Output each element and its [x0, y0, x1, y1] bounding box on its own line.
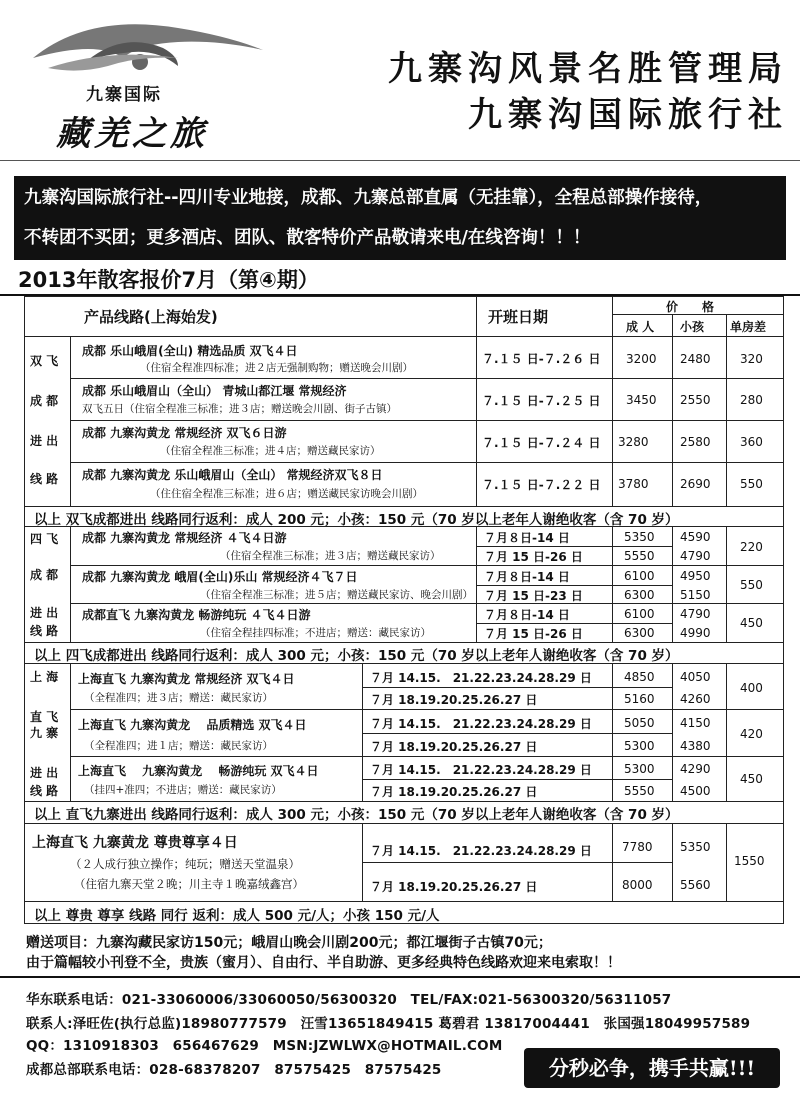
- divider: [24, 506, 784, 507]
- footer-contacts: 联系人:泽旺佐(执行总监)18980777579 汪雪13651849415 葛碧君 13817004441 张国强18049957589: [26, 1016, 751, 1032]
- adult-price: 6300: [624, 626, 655, 640]
- child-price: 5560: [680, 878, 711, 892]
- route-title: 成都 乐山峨眉山（全山） 青城山都江堰 常规经济: [82, 384, 347, 398]
- child-price: 4380: [680, 739, 711, 753]
- divider: [612, 336, 613, 506]
- adult-price: 5550: [624, 549, 655, 563]
- single-supplement: 220: [740, 540, 763, 554]
- section-label: 进 出: [30, 766, 59, 780]
- adult-price: 4850: [624, 670, 655, 684]
- tour-date: ７月 14.15. 21.22.23.24.28.29 日: [370, 671, 592, 685]
- child-price: 4790: [680, 549, 711, 563]
- divider: [612, 296, 613, 336]
- route-detail: （全程准四；进１店；赠送：藏民家访）: [84, 740, 273, 752]
- single-supplement: 550: [740, 477, 763, 491]
- rebate-note: 以上 双飞成都进出 线路同行返利：成人 200 元；小孩：150 元（70 岁以上老年人谢绝收客（含 70 岁）: [34, 512, 679, 528]
- tour-date: ７月 14.15. 21.22.23.24.28.29 日: [370, 763, 592, 777]
- divider: [476, 546, 672, 547]
- divider: [612, 663, 613, 801]
- tour-date: ７月 18.19.20.25.26.27 日: [370, 785, 538, 799]
- divider: [24, 823, 784, 824]
- divider: [726, 314, 727, 336]
- single-supplement: 360: [740, 435, 763, 449]
- divider: [24, 663, 784, 664]
- slogan: 分秒必争，携手共赢!!!: [524, 1048, 780, 1088]
- more-line: 由于篇幅较小刊登不全，贵族（蜜月）、自由行、半自助游、更多经典特色线路欢迎来电索取！！: [26, 955, 621, 971]
- divider: [672, 336, 673, 506]
- route-title: 成都直飞 九寨沟黄龙 畅游纯玩 ４飞４日游: [82, 608, 311, 622]
- footer-hq: 成都总部联系电话：028-68378207 87575425 87575425: [26, 1062, 442, 1078]
- child-price: 5150: [680, 588, 711, 602]
- child-price: 2690: [680, 477, 711, 491]
- adult-price: 3280: [618, 435, 649, 449]
- route-detail: （住住宿全程准三标准；进６店；赠送藏民家访晚会川剧）: [150, 488, 423, 500]
- section-label: 线 路: [30, 472, 59, 486]
- single-supplement: 450: [740, 616, 763, 630]
- single-supplement: 400: [740, 681, 763, 695]
- col-price: 价 格: [666, 300, 715, 314]
- route-title: 成都 九寨沟黄龙 常规经济 双飞６日游: [82, 426, 287, 440]
- adult-price: 6300: [624, 588, 655, 602]
- tour-date: ７月 15 日-26 日: [484, 627, 583, 641]
- divider: [362, 862, 672, 863]
- divider: [0, 976, 800, 978]
- route-detail: （住宿全程准三标准；进３店；赠送藏民家访）: [220, 550, 441, 562]
- divider: [362, 733, 672, 734]
- banner-line-1: 九寨沟国际旅行社--四川专业地接，成都、九寨总部直属（无挂靠），全程总部操作接待，: [24, 188, 713, 208]
- child-price: 4790: [680, 607, 711, 621]
- child-price: 4500: [680, 784, 711, 798]
- tour-date: ７月 18.19.20.25.26.27 日: [370, 880, 538, 894]
- adult-price: 7780: [622, 840, 653, 854]
- section-label: 九 寨: [30, 726, 59, 740]
- tour-date: ７月８日-14 日: [484, 608, 570, 622]
- banner-line-2: 不转团不买团；更多酒店、团队、散客特价产品敬请来电/在线咨询！！！: [24, 228, 591, 248]
- tour-date: ７月 15 日-26 日: [484, 550, 583, 564]
- child-price: 5350: [680, 840, 711, 854]
- tour-date: ７.１５ 日-７.２２ 日: [482, 478, 601, 492]
- route-detail: （全程准四；进３店；赠送：藏民家访）: [84, 692, 273, 704]
- brand-big: 藏羌之旅: [56, 114, 208, 154]
- adult-price: 5160: [624, 692, 655, 706]
- tour-date: ７月 18.19.20.25.26.27 日: [370, 693, 538, 707]
- tour-date: ７.１５ 日-７.２４ 日: [482, 436, 601, 450]
- rebate-note: 以上 四飞成都进出 线路同行返利：成人 300 元；小孩：150 元（70 岁以上老年人谢绝收客（含 70 岁）: [34, 648, 679, 664]
- section-label: 双 飞: [30, 354, 59, 368]
- issue-title: 2013年散客报价7月（第④期）: [18, 268, 319, 292]
- divider: [70, 603, 784, 604]
- col-single: 单房差: [730, 320, 767, 334]
- tour-date: ７.１５ 日-７.２５ 日: [482, 394, 601, 408]
- child-price: 2580: [680, 435, 711, 449]
- divider: [70, 336, 71, 506]
- route-title: 成都 九寨沟黄龙 常规经济 ４飞４日游: [82, 531, 287, 545]
- divider: [476, 623, 672, 624]
- route-title: 上海直飞 九寨黄龙 尊贵尊享４日: [32, 835, 238, 851]
- gifts-line: 赠送项目：九寨沟藏民家访150元；峨眉山晚会川剧200元；都江堰街子古镇70元；: [26, 935, 552, 951]
- adult-price: 5300: [624, 762, 655, 776]
- route-detail: 双飞五日（住宿全程准三标准；进３店；赠送晚会川剧、街子古镇）: [82, 403, 397, 415]
- footer-phone: 华东联系电话：021-33060006/33060050/56300320 TEL/FAX:021-56300320/56311057: [26, 992, 672, 1008]
- divider: [476, 296, 477, 336]
- rebate-note: 以上 尊贵 尊享 线路 同行 返利：成人 500 元/人；小孩 150 元/人: [34, 908, 440, 924]
- divider: [726, 526, 727, 642]
- divider: [476, 336, 477, 506]
- promo-banner: [14, 176, 786, 260]
- route-title: 上海直飞 九寨沟黄龙 畅游纯玩 双飞４日: [78, 764, 319, 778]
- divider: [70, 420, 784, 421]
- adult-price: 5350: [624, 530, 655, 544]
- divider: [70, 756, 784, 757]
- col-route: 产品线路(上海始发): [84, 308, 218, 326]
- tour-date: ７月 15 日-23 日: [484, 589, 583, 603]
- single-supplement: 420: [740, 727, 763, 741]
- divider: [70, 378, 784, 379]
- child-price: 2550: [680, 393, 711, 407]
- route-detail: （挂四+准四；不进店；赠送：藏民家访）: [84, 784, 282, 796]
- route-title: 成都 九寨沟黄龙 乐山峨眉山（全山） 常规经济双飞８日: [82, 468, 383, 482]
- route-title: 成都 乐山峨眉(全山) 精选品质 双飞４日: [82, 344, 298, 358]
- brand-small: 九寨国际: [86, 85, 162, 105]
- divider: [476, 585, 672, 586]
- child-price: 4950: [680, 569, 711, 583]
- route-detail: （住宿全程准四标准；进２店无强制购物；赠送晚会川剧）: [140, 362, 413, 374]
- single-supplement: 320: [740, 352, 763, 366]
- divider: [672, 314, 673, 336]
- rebate-note: 以上 直飞九寨进出 线路同行返利：成人 300 元；小孩：150 元（70 岁以上老年人谢绝收客（含 70 岁）: [34, 807, 679, 823]
- child-price: 4050: [680, 670, 711, 684]
- section-label: 直 飞: [30, 710, 59, 724]
- divider: [0, 160, 800, 161]
- divider: [726, 663, 727, 801]
- divider: [70, 709, 784, 710]
- route-detail: （住宿全程准三标准；进５店；赠送藏民家访、晚会川剧）: [200, 589, 473, 601]
- section-label: 成 都: [30, 394, 59, 408]
- adult-price: 5300: [624, 739, 655, 753]
- route-detail: （住宿全程挂四标准；不进店；赠送：藏民家访）: [200, 627, 431, 639]
- divider: [726, 336, 727, 506]
- tour-date: ７月 14.15. 21.22.23.24.28.29 日: [370, 717, 592, 731]
- child-price: 2480: [680, 352, 711, 366]
- col-child: 小孩: [680, 320, 705, 334]
- tour-date: ７.１５ 日-７.２６ 日: [482, 352, 601, 366]
- child-price: 4590: [680, 530, 711, 544]
- divider: [672, 526, 673, 642]
- divider: [672, 663, 673, 801]
- tour-date: ７月８日-14 日: [484, 570, 570, 584]
- divider: [24, 526, 784, 527]
- logo: [28, 18, 268, 154]
- divider: [70, 526, 71, 642]
- child-price: 4260: [680, 692, 711, 706]
- header-titles: [268, 46, 788, 138]
- section-label: 进 出: [30, 434, 59, 448]
- section-label: 线 路: [30, 784, 59, 798]
- tour-date: ７月 18.19.20.25.26.27 日: [370, 740, 538, 754]
- section-label: 线 路: [30, 624, 59, 638]
- section-label: 成 都: [30, 568, 59, 582]
- title-agency: 九寨沟国际旅行社: [468, 95, 788, 135]
- eye-logo-icon: [28, 18, 268, 88]
- tour-date: ７月 14.15. 21.22.23.24.28.29 日: [370, 844, 592, 858]
- col-date: 开班日期: [488, 308, 549, 326]
- section-label: 进 出: [30, 606, 59, 620]
- col-adult: 成 人: [626, 320, 655, 334]
- divider: [70, 462, 784, 463]
- divider: [70, 663, 71, 801]
- route-title: 上海直飞 九寨沟黄龙 品质精选 双飞４日: [78, 718, 307, 732]
- divider: [24, 642, 784, 643]
- divider: [24, 801, 784, 802]
- adult-price: 6100: [624, 607, 655, 621]
- adult-price: 3450: [626, 393, 657, 407]
- adult-price: 8000: [622, 878, 653, 892]
- section-label: 四 飞: [30, 532, 59, 546]
- title-bureau: 九寨沟风景名胜管理局: [388, 49, 788, 89]
- adult-price: 6100: [624, 569, 655, 583]
- adult-price: 5550: [624, 784, 655, 798]
- route-detail: （２人成行独立操作；纯玩；赠送天堂温泉）: [70, 857, 300, 871]
- divider: [476, 526, 477, 642]
- divider: [672, 823, 673, 901]
- child-price: 4990: [680, 626, 711, 640]
- adult-price: 5050: [624, 716, 655, 730]
- single-supplement: 1550: [734, 854, 765, 868]
- divider: [24, 901, 784, 902]
- route-title: 成都 九寨沟黄龙 峨眉(全山)乐山 常规经济４飞７日: [82, 570, 358, 584]
- divider: [24, 336, 784, 337]
- divider: [726, 823, 727, 901]
- divider: [362, 779, 672, 780]
- section-label: 上 海: [30, 670, 59, 684]
- divider: [70, 565, 784, 566]
- route-title: 上海直飞 九寨沟黄龙 常规经济 双飞４日: [78, 672, 295, 686]
- adult-price: 3200: [626, 352, 657, 366]
- route-detail: （住宿九寨天堂２晚；川主寺１晚嘉绒鑫宫）: [74, 877, 304, 891]
- route-detail: （住宿全程准三标准；进４店；赠送藏民家访）: [160, 445, 381, 457]
- page-header: [0, 0, 800, 160]
- child-price: 4290: [680, 762, 711, 776]
- single-supplement: 550: [740, 578, 763, 592]
- footer-qq: QQ：1310918303 656467629 MSN:JZWLWX@HOTMAIL.COM: [26, 1038, 503, 1054]
- single-supplement: 450: [740, 772, 763, 786]
- single-supplement: 280: [740, 393, 763, 407]
- adult-price: 3780: [618, 477, 649, 491]
- divider: [362, 663, 363, 801]
- divider: [612, 526, 613, 642]
- divider: [362, 687, 672, 688]
- child-price: 4150: [680, 716, 711, 730]
- tour-date: ７月８日-14 日: [484, 531, 570, 545]
